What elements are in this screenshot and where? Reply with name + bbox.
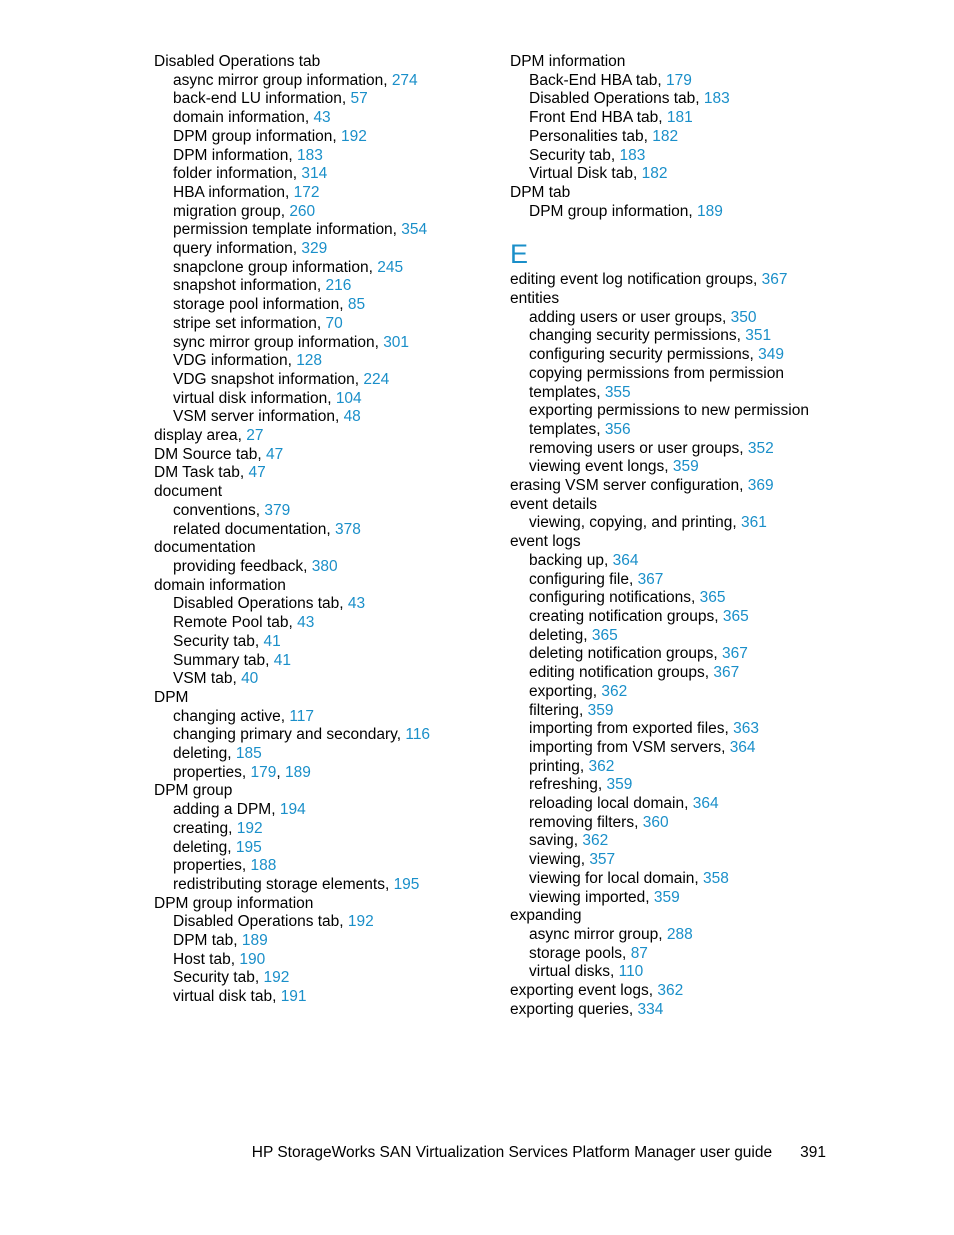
index-term: virtual disk information, — [173, 389, 336, 407]
page-link[interactable]: 41 — [273, 651, 292, 669]
page-link[interactable]: 356 — [604, 420, 631, 438]
index-term: DPM group information — [154, 894, 314, 912]
index-entry — [510, 907, 840, 926]
page-link[interactable]: 245 — [377, 258, 404, 276]
page-link[interactable]: 192 — [236, 819, 263, 837]
index-term: templates, — [529, 383, 605, 401]
index-term: adding a DPM, — [173, 801, 280, 819]
index-subentry — [154, 315, 484, 334]
index-term: migration group, — [173, 202, 290, 220]
index-subentry — [154, 90, 484, 109]
index-subentry — [154, 109, 484, 128]
index-term: erasing VSM server configuration, — [510, 477, 748, 495]
index-term: Back-End HBA tab, — [529, 71, 666, 89]
index-subentry — [510, 327, 840, 346]
index-term: folder information, — [173, 165, 302, 183]
index-entry — [510, 477, 840, 496]
index-term: configuring file, — [529, 570, 638, 588]
page-link[interactable]: 195 — [393, 875, 420, 893]
index-term: reloading local domain, — [529, 795, 693, 813]
index-subentry — [510, 203, 840, 222]
page-link[interactable]: 194 — [279, 801, 306, 819]
page-link[interactable]: 363 — [733, 720, 760, 738]
index-term: editing notification groups, — [529, 664, 714, 682]
index-term: configuring notifications, — [529, 589, 700, 607]
index-term: Front End HBA tab, — [529, 109, 667, 127]
page-link[interactable]: 362 — [657, 982, 684, 1000]
index-term: DPM information, — [173, 146, 298, 164]
page-link[interactable]: 179 — [666, 71, 692, 89]
index-term: configuring security permissions, — [529, 346, 759, 364]
index-term: permission template information, — [173, 221, 402, 239]
index-subentry — [510, 702, 840, 721]
page-link[interactable]: 70 — [325, 314, 343, 332]
index-term: storage pools, — [529, 944, 631, 962]
index-subentry — [510, 165, 840, 184]
page-link[interactable]: 355 — [604, 383, 631, 401]
index-term: properties, — [173, 763, 251, 781]
index-term: sync mirror group information, — [173, 333, 384, 351]
index-term: Security tab, — [173, 632, 264, 650]
page-link[interactable]: 365 — [591, 626, 618, 644]
index-term: Security tab, — [529, 146, 620, 164]
page-link[interactable]: 190 — [239, 950, 266, 968]
page-link[interactable]: 110 — [618, 963, 644, 981]
index-subentry — [510, 758, 840, 777]
page-link[interactable]: 183 — [619, 146, 646, 164]
index-subentry — [154, 801, 484, 820]
page-link[interactable]: 354 — [401, 221, 428, 239]
index-term: DPM tab — [510, 183, 571, 201]
index-subentry — [154, 240, 484, 259]
index-subentry — [510, 832, 840, 851]
index-subentry — [510, 552, 840, 571]
index-term: DPM — [154, 688, 189, 706]
index-subentry — [154, 820, 484, 839]
page-link[interactable]: 85 — [347, 296, 366, 314]
index-subentry — [510, 645, 840, 664]
index-subentry — [154, 726, 484, 745]
page-footer — [0, 1144, 826, 1162]
page-link[interactable]: 43 — [297, 614, 315, 632]
index-subentry — [510, 571, 840, 590]
page-link[interactable]: 379 — [264, 501, 291, 519]
index-subentry — [510, 309, 840, 328]
page-link[interactable]: 192 — [263, 969, 290, 987]
index-entry — [154, 427, 484, 446]
index-subentry — [154, 558, 484, 577]
index-subentry — [154, 652, 484, 671]
index-subentry — [510, 720, 840, 739]
page-link[interactable]: 334 — [637, 1000, 664, 1018]
index-subentry — [510, 109, 840, 128]
index-entry — [154, 53, 484, 72]
index-subentry — [154, 708, 484, 727]
index-entry — [154, 689, 484, 708]
page-link[interactable]: 301 — [383, 333, 410, 351]
index-term: Host tab, — [173, 950, 240, 968]
index-subentry — [154, 988, 484, 1007]
page-link[interactable]: 47 — [248, 464, 266, 482]
page-link[interactable]: 179 — [250, 763, 277, 781]
index-subentry — [154, 184, 484, 203]
page-link[interactable]: 182 — [641, 165, 668, 183]
index-term: async mirror group information, — [173, 71, 392, 89]
index-term: entities — [510, 290, 560, 308]
index-term: copying permissions from permission — [529, 364, 784, 382]
page-link[interactable]: 260 — [289, 202, 316, 220]
index-subentry — [510, 776, 840, 795]
index-subentry — [154, 221, 484, 240]
page-link[interactable]: 224 — [363, 370, 390, 388]
index-term: importing from VSM servers, — [529, 738, 730, 756]
page-link[interactable]: 128 — [296, 352, 323, 370]
index-subentry — [510, 72, 840, 91]
index-section-letter: E — [510, 239, 529, 270]
index-term: viewing for local domain, — [529, 869, 704, 887]
index-entry — [510, 496, 840, 515]
index-subentry — [510, 458, 840, 477]
page-link[interactable]: 361 — [740, 514, 767, 532]
index-subentry — [510, 421, 840, 440]
page-link[interactable]: 192 — [347, 913, 374, 931]
index-term: Disabled Operations tab — [154, 53, 321, 70]
page-link[interactable]: 378 — [335, 520, 361, 538]
index-term: related documentation, — [173, 520, 335, 538]
index-subentry — [154, 371, 484, 390]
index-term: back-end LU information, — [173, 90, 351, 108]
index-term: DPM information — [510, 53, 626, 70]
index-term: changing security permissions, — [529, 327, 746, 345]
index-subentry — [510, 795, 840, 814]
index-subentry — [510, 683, 840, 702]
page-link[interactable]: 189 — [285, 763, 311, 781]
index-entry — [154, 446, 484, 465]
index-term: VSM tab, — [173, 670, 242, 688]
index-term: VDG information, — [173, 352, 297, 370]
page-link[interactable]: 364 — [729, 738, 756, 756]
index-term: domain information, — [173, 109, 314, 127]
page-link[interactable]: 314 — [301, 165, 328, 183]
index-term: event details — [510, 495, 598, 513]
index-term: VSM server information, — [173, 408, 344, 426]
index-term: viewing event longs, — [529, 458, 673, 476]
page-link[interactable]: 40 — [241, 670, 259, 688]
index-term: HBA information, — [173, 183, 294, 201]
index-term: templates, — [529, 420, 605, 438]
index-subentry — [154, 334, 484, 353]
index-term: deleting, — [529, 626, 592, 644]
index-subentry — [154, 259, 484, 278]
page-link[interactable]: 104 — [335, 389, 362, 407]
index-term: saving, — [529, 832, 583, 850]
index-subentry — [154, 147, 484, 166]
index-entry — [154, 895, 484, 914]
page-link[interactable]: 183 — [297, 146, 323, 164]
index-subentry — [154, 857, 484, 876]
page-link[interactable]: 189 — [241, 932, 268, 950]
page-link[interactable]: 183 — [703, 90, 730, 108]
index-subentry — [510, 851, 840, 870]
page-link[interactable]: 172 — [293, 183, 320, 201]
index-term: viewing imported, — [529, 888, 654, 906]
index-subentry — [510, 365, 840, 384]
index-subentry — [154, 390, 484, 409]
index-subentry — [154, 128, 484, 147]
index-term: domain information — [154, 576, 286, 594]
index-subentry — [154, 670, 484, 689]
index-term: deleting, — [173, 745, 236, 763]
page-link[interactable]: 359 — [672, 458, 699, 476]
index-subentry — [510, 147, 840, 166]
index-term: snapshot information, — [173, 277, 326, 295]
page-link[interactable]: 41 — [263, 632, 281, 650]
page-link[interactable]: 362 — [582, 832, 609, 850]
index-subentry — [154, 839, 484, 858]
index-entry — [510, 53, 840, 72]
index-entry — [154, 464, 484, 483]
index-subentry — [510, 945, 840, 964]
index-term: removing users or user groups, — [529, 439, 748, 457]
index-subentry — [154, 913, 484, 932]
page-separator: , — [276, 763, 286, 781]
page-link[interactable]: 362 — [588, 757, 615, 775]
index-subentry — [154, 296, 484, 315]
index-term: viewing, — [529, 851, 590, 869]
index-term: importing from exported files, — [529, 720, 734, 738]
index-term: Disabled Operations tab, — [173, 595, 348, 613]
index-term: exporting event logs, — [510, 982, 658, 1000]
page-link[interactable]: 357 — [589, 851, 616, 869]
index-term: Remote Pool tab, — [173, 614, 298, 632]
index-column-left — [154, 53, 484, 1007]
page-link[interactable]: 352 — [747, 439, 774, 457]
index-subentry — [510, 627, 840, 646]
index-term: DM Task tab, — [154, 464, 249, 482]
page-link[interactable]: 351 — [745, 327, 772, 345]
index-term: viewing, copying, and printing, — [529, 514, 741, 532]
index-term: Disabled Operations tab, — [173, 913, 348, 931]
index-term: event logs — [510, 533, 581, 551]
index-column-right — [510, 53, 840, 1019]
index-term: changing primary and secondary, — [173, 726, 406, 744]
index-term: document — [154, 483, 223, 501]
page-link[interactable]: 350 — [730, 308, 757, 326]
page-link[interactable]: 189 — [697, 202, 723, 220]
index-term: properties, — [173, 857, 251, 875]
index-subentry — [510, 384, 840, 403]
index-subentry — [510, 963, 840, 982]
index-subentry — [154, 969, 484, 988]
page-link[interactable]: 216 — [325, 277, 352, 295]
index-term: redistributing storage elements, — [173, 875, 394, 893]
index-subentry — [154, 277, 484, 296]
footer-title: HP StorageWorks SAN Virtualization Services Platform Manager user guide — [251, 1144, 773, 1161]
index-subentry — [510, 440, 840, 459]
index-term: filtering, — [529, 701, 588, 719]
index-term: exporting permissions to new permission — [529, 402, 809, 420]
index-subentry — [510, 664, 840, 683]
index-term: Virtual Disk tab, — [529, 165, 642, 183]
index-term: printing, — [529, 757, 589, 775]
index-term: documentation — [154, 539, 256, 557]
index-term: virtual disk tab, — [173, 988, 281, 1006]
index-subentry — [154, 932, 484, 951]
index-subentry — [510, 128, 840, 147]
page-link[interactable]: 57 — [350, 90, 368, 108]
page-link[interactable]: 358 — [703, 869, 729, 887]
index-subentry — [154, 745, 484, 764]
page-link[interactable]: 117 — [289, 707, 315, 725]
index-term: Disabled Operations tab, — [529, 90, 704, 108]
index-subentry — [510, 814, 840, 833]
footer-page-number: 391 — [800, 1144, 826, 1161]
index-term: virtual disks, — [529, 963, 619, 981]
page-link[interactable]: 188 — [250, 857, 277, 875]
page-link[interactable]: 359 — [653, 888, 680, 906]
index-subentry — [154, 352, 484, 371]
index-term: Personalities tab, — [529, 127, 653, 145]
index-term: query information, — [173, 240, 302, 258]
index-subentry — [154, 521, 484, 540]
page-link[interactable]: 367 — [761, 271, 788, 289]
index-term: exporting, — [529, 682, 602, 700]
index-subentry — [154, 203, 484, 222]
page-link[interactable]: 364 — [692, 795, 719, 813]
index-subentry — [510, 889, 840, 908]
page-link[interactable]: 27 — [246, 427, 264, 445]
index-subentry — [510, 739, 840, 758]
page-link[interactable]: 359 — [606, 776, 633, 794]
page-link[interactable]: 274 — [391, 71, 418, 89]
page-link[interactable]: 329 — [301, 240, 328, 258]
index-term: DPM group information, — [173, 127, 341, 145]
index-subentry — [154, 72, 484, 91]
index-entry — [510, 271, 840, 290]
index-term: deleting, — [173, 838, 236, 856]
index-entry — [154, 577, 484, 596]
index-term: adding users or user groups, — [529, 308, 731, 326]
index-term: conventions, — [173, 501, 265, 519]
index-entry — [510, 184, 840, 203]
index-subentry — [154, 502, 484, 521]
page-link[interactable]: 87 — [630, 944, 648, 962]
index-term: async mirror group, — [529, 925, 667, 943]
index-term: DPM group — [154, 782, 233, 800]
index-term: display area, — [154, 427, 247, 445]
page-link[interactable]: 181 — [666, 109, 693, 127]
page-link[interactable]: 380 — [311, 557, 338, 575]
index-subentry — [510, 608, 840, 627]
page-link[interactable]: 192 — [341, 127, 367, 145]
index-term: storage pool information, — [173, 296, 348, 314]
index-subentry — [510, 926, 840, 945]
index-subentry — [510, 346, 840, 365]
page-link[interactable]: 365 — [699, 589, 726, 607]
index-subentry — [510, 870, 840, 889]
index-term: DPM tab, — [173, 932, 242, 950]
index-entry — [510, 290, 840, 309]
page-link[interactable]: 191 — [280, 988, 307, 1006]
index-term: changing active, — [173, 707, 290, 725]
index-entry — [510, 1001, 840, 1020]
page-link[interactable]: 116 — [405, 726, 431, 744]
index-term: backing up, — [529, 551, 613, 569]
index-subentry — [510, 514, 840, 533]
index-term: editing event log notification groups, — [510, 271, 762, 289]
page-link[interactable]: 288 — [666, 925, 693, 943]
index-term: expanding — [510, 907, 582, 925]
index-term: snapclone group information, — [173, 258, 378, 276]
index-term: DM Source tab, — [154, 445, 266, 463]
index-subentry — [154, 951, 484, 970]
index-subentry — [510, 589, 840, 608]
index-term: removing filters, — [529, 813, 643, 831]
page-link[interactable]: 349 — [758, 346, 785, 364]
page-link[interactable]: 369 — [747, 477, 774, 495]
index-term: deleting notification groups, — [529, 645, 723, 663]
page-link[interactable]: 359 — [587, 701, 614, 719]
index-term: Security tab, — [173, 969, 264, 987]
page-link[interactable]: 43 — [313, 109, 331, 127]
index-term: DPM group information, — [529, 202, 697, 220]
index-term: creating, — [173, 819, 237, 837]
page-link[interactable]: 364 — [612, 551, 639, 569]
index-subentry — [154, 764, 484, 783]
page-link[interactable]: 185 — [235, 745, 262, 763]
index-term: Summary tab, — [173, 651, 274, 669]
page-link[interactable]: 195 — [235, 838, 262, 856]
index-subentry — [510, 402, 840, 421]
index-subentry — [154, 408, 484, 427]
page-link[interactable]: 360 — [642, 813, 669, 831]
page-link[interactable]: 48 — [343, 408, 361, 426]
index-entry — [154, 782, 484, 801]
index-term: stripe set information, — [173, 314, 326, 332]
index-term: exporting queries, — [510, 1000, 638, 1018]
page-link[interactable]: 47 — [266, 445, 284, 463]
index-entry — [154, 539, 484, 558]
index-entry — [510, 533, 840, 552]
page-link[interactable]: 367 — [713, 664, 740, 682]
index-subentry — [154, 165, 484, 184]
index-term: refreshing, — [529, 776, 607, 794]
index-subentry — [154, 595, 484, 614]
index-term: providing feedback, — [173, 557, 312, 575]
index-term: creating notification groups, — [529, 607, 723, 625]
page-link[interactable]: 367 — [722, 645, 748, 663]
index-subentry — [154, 876, 484, 895]
page-link[interactable]: 367 — [637, 570, 664, 588]
index-entry — [510, 982, 840, 1001]
page-link[interactable]: 365 — [722, 607, 749, 625]
index-subentry — [510, 90, 840, 109]
page-link[interactable]: 182 — [652, 127, 679, 145]
page-link[interactable]: 43 — [347, 595, 366, 613]
index-subentry — [154, 633, 484, 652]
index-term: VDG snapshot information, — [173, 370, 364, 388]
page-link[interactable]: 362 — [601, 682, 628, 700]
index-subentry — [154, 614, 484, 633]
index-entry — [154, 483, 484, 502]
